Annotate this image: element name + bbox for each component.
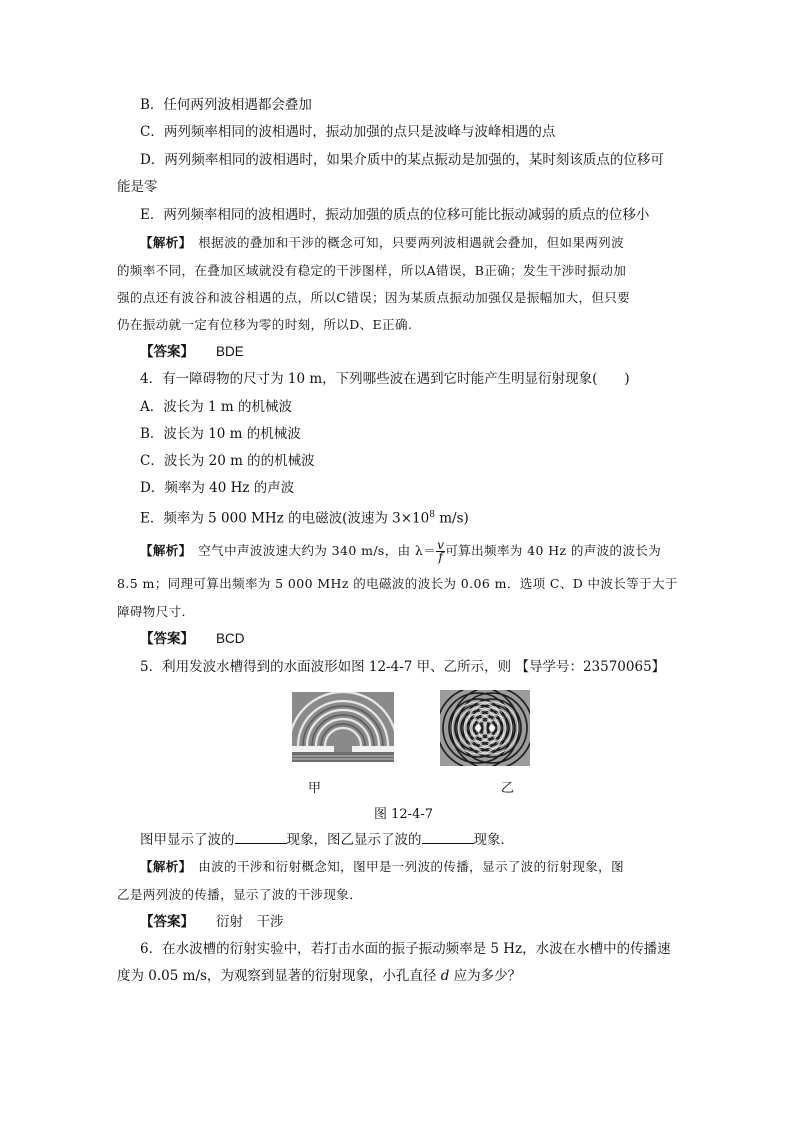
q4-stem: 4．有一障碍物的尺寸为 10 m，下列哪些波在遇到它时能产生明显衍射现象( ) bbox=[140, 371, 630, 387]
answer-value: BCD bbox=[216, 631, 245, 646]
exponent: 8 bbox=[429, 510, 435, 520]
q4-solution-line3: 障碍物尺寸． bbox=[117, 604, 195, 619]
answer-tag: 【答案】 bbox=[140, 631, 194, 647]
solution-tag: 【解析】 bbox=[140, 859, 186, 874]
interference-wave-figure bbox=[440, 690, 530, 766]
q3-solution-line4: 仍在振动就一定有位移为零的时刻，所以D、E正确. bbox=[117, 317, 413, 332]
q4-option-e: E．频率为 5 000 MHz 的电磁波(波速为 $3\times 10^8$ m/s) bbox=[140, 510, 469, 527]
q4-option-d: D．频率为 40 Hz 的声波 bbox=[140, 480, 295, 496]
q4-solution-line1: 【解析】 空气中声波波速大约为 340 m/s，由 λ＝ $\frac{v}{f}$ 可算出频率为 40 Hz 的声波的波长为 bbox=[140, 538, 662, 564]
q5-solution-line1: 【解析】 由波的干涉和衍射概念知，图甲是一列波的传播，显示了波的衍射现象，图 bbox=[140, 859, 624, 874]
q3-solution-line2: 的频率不同，在叠加区域就没有稳定的干涉图样，所以A错误，B正确；发生干涉时振动加 bbox=[117, 263, 627, 278]
answer-value: BDE bbox=[216, 344, 244, 359]
q4-option-b: B．波长为 10 m 的机械波 bbox=[140, 426, 301, 442]
answer-tag: 【答案】 bbox=[140, 914, 194, 930]
answer-tag: 【答案】 bbox=[140, 344, 194, 360]
q6-stem-line2: 度为 0.05 m/s，为观察到显著的衍射现象，小孔直径 d 应为多少？ bbox=[117, 968, 522, 984]
fraction-v-over-f: $\frac{v}{f}$ bbox=[437, 538, 445, 564]
q3-solution-line3: 强的点还有波谷和波谷相遇的点，所以C错误；因为某质点振动加强仅是振幅加大，但只要 bbox=[117, 290, 631, 305]
q3-option-d-line1: D．两列频率相同的波相遇时，如果介质中的某点振动是加强的，某时刻该质点的位移可 bbox=[140, 152, 664, 168]
q3-option-d-line2: 能是零 bbox=[117, 179, 158, 195]
q5-answer bbox=[140, 913, 700, 931]
q3-answer bbox=[140, 343, 700, 361]
q3-option-c: C．两列频率相同的波相遇时，振动加强的点只是波峰与波峰相遇的点 bbox=[140, 124, 556, 140]
q4-option-a: A．波长为 1 m 的机械波 bbox=[140, 399, 293, 415]
variable-d: d bbox=[440, 968, 450, 984]
answer-blank bbox=[235, 831, 287, 844]
answer-blank bbox=[422, 831, 474, 844]
q4-option-c: C．波长为 20 m 的的机械波 bbox=[140, 453, 315, 469]
solution-tag: 【解析】 bbox=[140, 543, 186, 558]
answer-value: 衍射 干涉 bbox=[216, 914, 284, 929]
diffraction-wave-figure bbox=[292, 692, 394, 762]
figure-label-a: 甲 bbox=[308, 781, 322, 796]
q4-answer bbox=[140, 630, 700, 648]
solution-tag: 【解析】 bbox=[140, 235, 186, 250]
q5-solution-line2: 乙是两列波的传播，显示了波的干涉现象． bbox=[117, 887, 363, 902]
q3-option-b: B．任何两列波相遇都会叠加 bbox=[140, 97, 312, 113]
q3-option-e: E．两列频率相同的波相遇时，振动加强的质点的位移可能比振动减弱的质点的位移小 bbox=[140, 207, 650, 223]
q4-solution-line2: 8.5 m；同理可算出频率为 5 000 MHz 的电磁波的波长为 0.06 m．选项 C、D 中波长等于大于 bbox=[117, 576, 678, 591]
figure-caption: 图 12-4-7 bbox=[374, 807, 434, 822]
q5-fill-in: 图甲显示了波的 现象，图乙显示了波的 现象． bbox=[140, 832, 514, 848]
q3-solution-line1: 【解析】 根据波的叠加和干涉的概念可知，只要两列波相遇就会叠加，但如果两列波 bbox=[140, 235, 624, 250]
figure-label-b: 乙 bbox=[501, 781, 515, 796]
q6-stem-line1: 6．在水波槽的衍射实验中，若打击水面的振子振动频率是 5 Hz，水波在水槽中的传播速 bbox=[140, 941, 671, 957]
q5-stem: 5．利用发波水槽得到的水面波形如图 12-4-7 甲、乙所示，则 【导学号：23570065】 bbox=[140, 659, 666, 675]
